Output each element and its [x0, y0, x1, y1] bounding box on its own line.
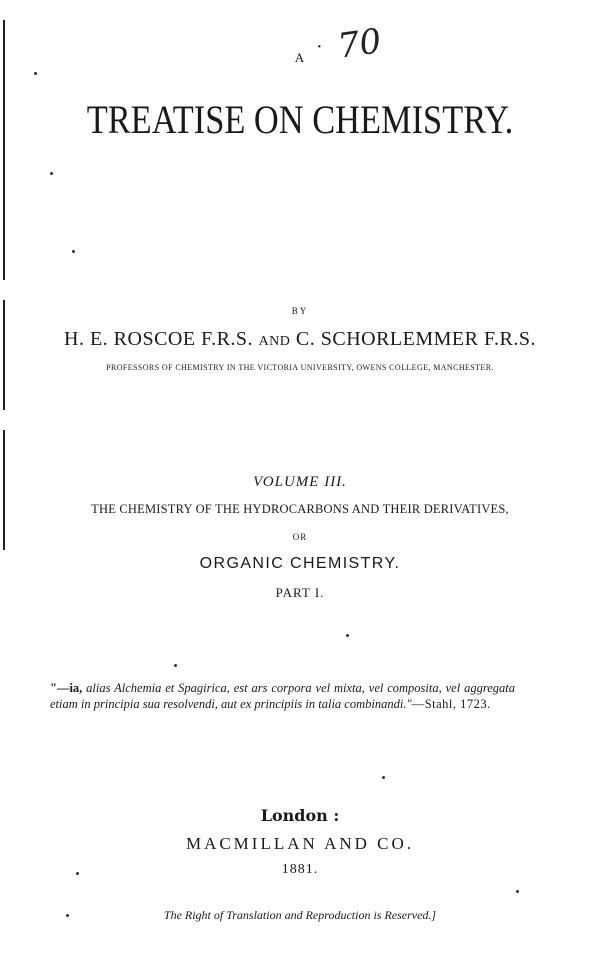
author-roscoe: H. E. ROSCOE F.R.S.	[64, 328, 254, 350]
scan-speck	[346, 634, 349, 637]
or-connector: OR	[292, 532, 308, 542]
quote-attribution: —Stahl, 1723.	[411, 697, 491, 711]
pencil-dot: ·	[316, 36, 323, 58]
scan-speck	[66, 914, 69, 917]
scan-speck	[76, 872, 79, 875]
scan-speck	[72, 250, 75, 253]
handwritten-note: 70	[335, 21, 384, 67]
scan-speck	[516, 890, 519, 893]
epigraph-quote	[50, 680, 515, 712]
authors-line	[0, 328, 600, 351]
imprint-city: London :	[260, 806, 340, 825]
scan-speck	[174, 664, 177, 667]
part-number: PART I.	[275, 585, 325, 600]
volume-subtitle: THE CHEMISTRY OF THE HYDROCARBONS AND THEIR DERIVATIVES,	[91, 502, 509, 516]
quote-body: alias Alchemia et Spagirica, est ars corpora vel mixta, vel composita, vel aggregata etiam in principia sua resolvendi, aut ex principiis in talia combinandi."	[50, 681, 515, 711]
scan-speck	[34, 72, 37, 75]
quote-lead: "—ia,	[50, 681, 83, 695]
organic-chemistry-heading: ORGANIC CHEMISTRY.	[199, 555, 401, 572]
scan-speck	[382, 776, 385, 779]
author-schorlemmer: C. SCHORLEMMER F.R.S.	[295, 328, 536, 350]
page-edge-mark	[3, 300, 5, 410]
volume-number: VOLUME III.	[253, 474, 347, 490]
imprint-publisher: MACMILLAN AND CO.	[185, 834, 415, 853]
imprint-year: 1881.	[281, 862, 319, 877]
book-title: TREATISE ON CHEMISTRY.	[86, 97, 514, 142]
author-conjunction: AND	[258, 334, 291, 349]
rights-notice: The Right of Translation and Reproduction is Reserved.]	[163, 908, 437, 922]
author-affiliation: PROFESSORS OF CHEMISTRY IN THE VICTORIA UNIVERSITY, OWENS COLLEGE, MANCHESTER.	[106, 363, 494, 372]
title-article: A	[294, 50, 306, 65]
scan-speck	[50, 172, 53, 175]
by-line: BY	[291, 306, 309, 316]
